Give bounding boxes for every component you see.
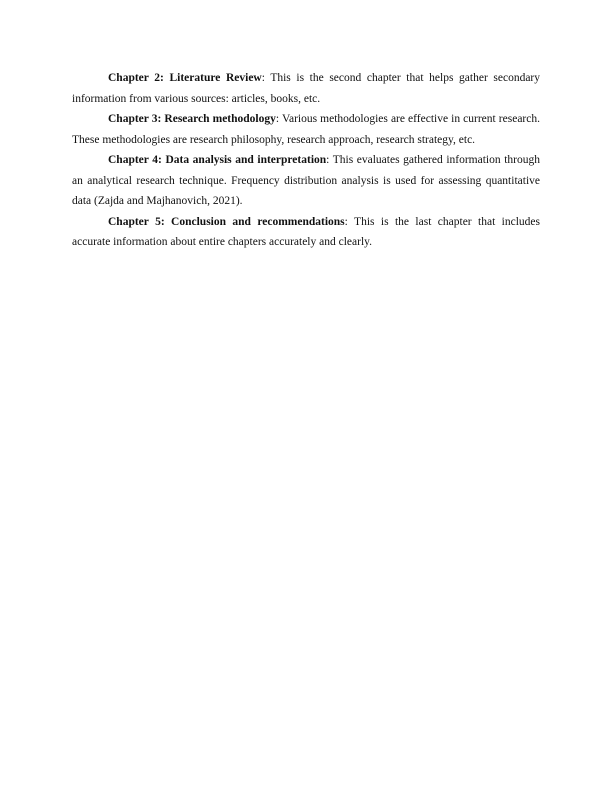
- paragraph-chapter-2: [72, 68, 540, 109]
- paragraph-heading: Chapter 3: Research methodology: [108, 113, 276, 125]
- paragraph-text: : This evaluates gathered information through an analytical research technique. Frequency distribution analysis is used for assessing quantitative data (Zajda and Majhanovich, 2021).: [72, 154, 540, 207]
- document-body: [72, 68, 540, 253]
- paragraph-chapter-3: [72, 109, 540, 150]
- paragraph-heading: Chapter 5: Conclusion and recommendations: [108, 215, 345, 228]
- paragraph-heading: Chapter 4: Data analysis and interpretation: [108, 154, 327, 166]
- paragraph-text: : This is the second chapter that helps gather secondary information from various sources: articles, books, etc.: [72, 72, 541, 105]
- paragraph-chapter-4: [72, 150, 540, 212]
- paragraph-heading: Chapter 2: Literature Review: [108, 72, 262, 84]
- paragraph-text: : This is the last chapter that includes accurate information about entire chapters accurately and clearly.: [72, 215, 540, 248]
- paragraph-text: : Various methodologies are effective in current research. These methodologies are research philosophy, research approach, research strategy, etc.: [72, 113, 540, 146]
- paragraph-chapter-5: [72, 212, 540, 253]
